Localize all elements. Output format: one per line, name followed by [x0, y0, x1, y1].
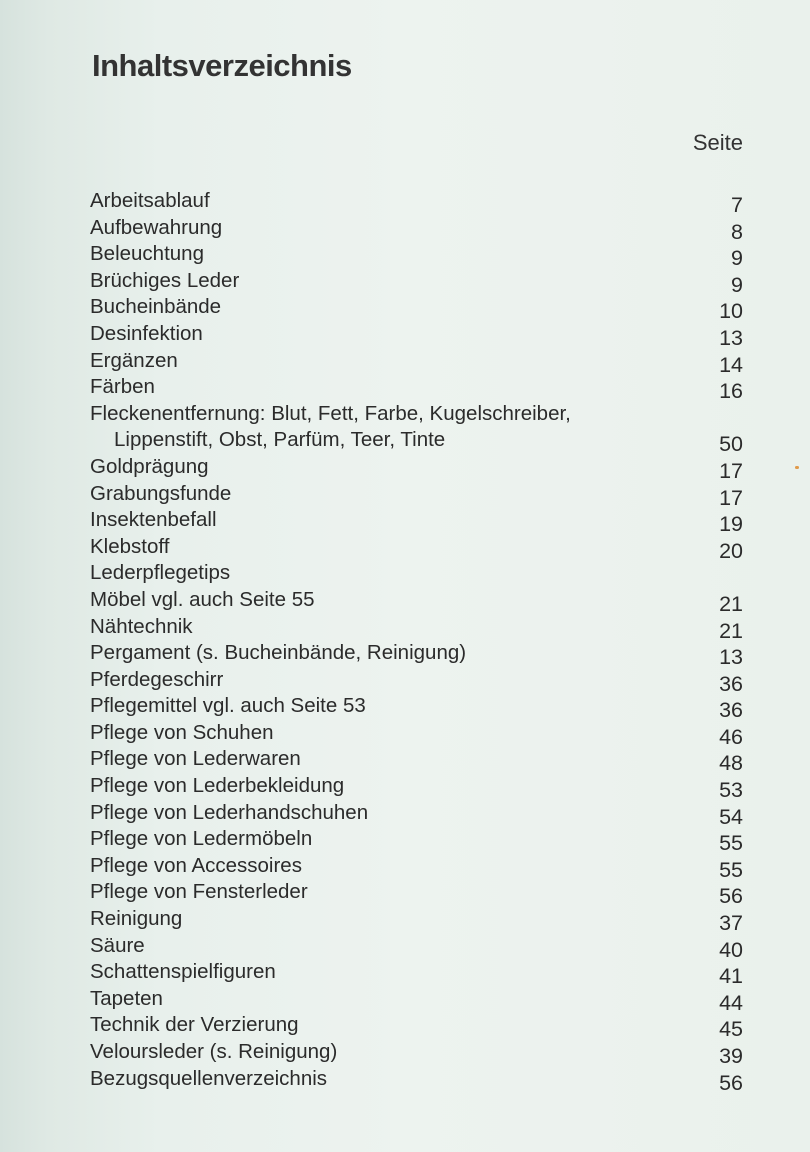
toc-page-number: 9	[731, 272, 743, 297]
toc-page-number: 16	[719, 379, 743, 404]
toc-entry-title: Ergänzen	[90, 348, 178, 372]
toc-entry-title: Pflege von Lederhandschuhen	[90, 800, 369, 824]
toc-page-number: 7	[731, 193, 743, 217]
toc-page-number: 46	[719, 724, 743, 749]
toc-page-number: 39	[719, 1044, 743, 1068]
toc-entry-title: Bezugsquellenverzeichnis	[90, 1066, 328, 1090]
toc-entry	[90, 560, 743, 587]
toc-entry-label	[90, 640, 743, 667]
toc-page-number: 45	[719, 1017, 743, 1042]
toc-page-number: 21	[719, 618, 743, 643]
toc-entry-title: Pferdegeschirr	[90, 667, 224, 691]
toc-entry-label	[90, 720, 743, 747]
toc-entry-title: Nähtechnik	[90, 614, 193, 638]
toc-entry-label	[90, 268, 743, 295]
toc-entry	[90, 401, 743, 457]
toc-entry-label	[90, 241, 743, 268]
toc-page-number: 41	[719, 964, 743, 989]
toc-entry	[90, 215, 743, 242]
toc-entry-label	[90, 215, 743, 242]
toc-entry	[90, 906, 743, 936]
toc-page-number: 13	[719, 645, 743, 670]
toc-entry	[90, 321, 743, 348]
toc-entry-title: Pflege von Fensterleder	[90, 880, 308, 904]
toc-entry-label	[90, 348, 743, 375]
toc-entry-label	[90, 1012, 743, 1039]
toc-entry-title: Beleuchtung	[90, 242, 204, 266]
toc-entry-label	[90, 401, 743, 454]
toc-entry-title: Goldprägung	[90, 454, 209, 478]
toc-page-number: 37	[719, 911, 743, 936]
toc-entry-label	[90, 826, 743, 853]
toc-entry-label	[90, 693, 743, 720]
toc-entry	[90, 587, 743, 614]
toc-entry-title: Pflege von Schuhen	[90, 720, 274, 744]
toc-entry	[90, 720, 743, 747]
toc-entry-title: Schattenspielfiguren	[90, 960, 276, 984]
toc-entry-label	[90, 507, 743, 534]
toc-entry	[90, 481, 743, 508]
toc-entry	[90, 241, 743, 271]
toc-entry-label	[90, 746, 743, 773]
toc-entry-label	[90, 906, 743, 933]
toc-page-number: 54	[719, 804, 743, 829]
toc-entry-title: Pflege von Lederbekleidung	[90, 774, 345, 798]
toc-entry	[90, 454, 743, 481]
toc-entry	[90, 507, 743, 537]
toc-page-number: 8	[731, 219, 743, 244]
toc-entry-title: Pflege von Ledermöbeln	[90, 827, 313, 851]
toc-entry	[90, 1012, 743, 1042]
toc-entry-title: Arbeitsablauf	[90, 189, 210, 212]
toc-entry-label	[90, 1066, 743, 1093]
toc-entry-title: Färben	[90, 375, 155, 399]
toc-entry-continuation: Lippenstift, Obst, Parfüm, Teer, Tinte	[114, 428, 446, 452]
toc-page-number: 55	[719, 857, 743, 882]
paper-stain	[795, 466, 799, 469]
toc-entry	[90, 959, 743, 989]
toc-entry-title: Veloursleder (s. Reinigung)	[90, 1040, 338, 1063]
toc-entry-title: Pflege von Accessoires	[90, 853, 302, 877]
toc-entry	[90, 667, 743, 694]
toc-page-number: 9	[731, 246, 743, 271]
toc-entry-label	[90, 614, 743, 641]
toc-page-number: 48	[719, 751, 743, 776]
toc-entry-title: Pflege von Lederwaren	[90, 747, 301, 771]
toc-entry	[90, 268, 743, 295]
toc-entry-title: Technik der Verzierung	[90, 1013, 299, 1037]
toc-entry	[90, 933, 743, 960]
toc-entry-title: Aufbewahrung	[90, 215, 223, 239]
toc-page-number: 53	[719, 778, 743, 803]
toc-entry	[90, 640, 743, 670]
toc-page-number: 17	[719, 458, 743, 483]
toc-entry-label	[90, 800, 743, 827]
toc-entry-label	[90, 560, 743, 587]
toc-page-number: 19	[719, 512, 743, 537]
toc-entry-title: Desinfektion	[90, 321, 203, 345]
toc-entry-label	[90, 534, 743, 561]
toc-entry-title: Tapeten	[90, 986, 163, 1010]
toc-entry-title: Lederpflegetips	[90, 561, 231, 585]
toc-entry	[90, 773, 743, 803]
toc-page-number: 13	[719, 325, 743, 350]
toc-entry-title: Reinigung	[90, 907, 183, 931]
toc-entry-label	[90, 959, 743, 986]
toc-entry-label	[90, 986, 743, 1013]
toc-entry	[90, 1066, 743, 1093]
toc-entry-title: Klebstoff	[90, 534, 170, 558]
toc-entry-title: Pflegemittel vgl. auch Seite 53	[90, 694, 366, 718]
toc-page-number: 56	[719, 1070, 743, 1095]
toc-entry-label	[90, 587, 743, 614]
toc-entry-label	[90, 879, 743, 906]
toc-entry	[90, 294, 743, 324]
toc-page-number: 36	[719, 671, 743, 696]
toc-entry	[90, 826, 743, 856]
toc-entry-label	[90, 933, 743, 960]
toc-entry-label	[90, 294, 743, 321]
toc-entry	[90, 800, 743, 827]
toc-entry-title: Pergament (s. Bucheinbände, Reinigung)	[90, 641, 467, 665]
toc-page-number: 21	[719, 591, 743, 616]
toc-page-number: 20	[719, 538, 743, 563]
toc-entry	[90, 374, 743, 404]
page-title: Inhaltsverzeichnis	[92, 48, 352, 83]
toc-page-number: 44	[719, 990, 743, 1015]
toc-page-number: 56	[719, 884, 743, 909]
toc-entry-title: Insektenbefall	[90, 508, 217, 532]
toc-entry-title: Möbel vgl. auch Seite 55	[90, 587, 315, 611]
toc-entry-title: Bucheinbände	[90, 295, 222, 319]
toc-entry-label	[90, 853, 743, 880]
toc-entry-label	[90, 374, 743, 401]
toc-entry-label	[90, 773, 743, 800]
toc-entry-label	[90, 188, 743, 215]
toc-entry	[90, 614, 743, 641]
toc-entry-label	[90, 454, 743, 481]
toc-page-number: 50	[719, 432, 743, 457]
toc-page-number: 55	[719, 831, 743, 856]
toc-entry	[90, 693, 743, 723]
toc-entry-label	[90, 667, 743, 694]
toc-entry-label	[90, 1039, 743, 1066]
toc-page-number: 17	[719, 485, 743, 510]
table-of-contents	[90, 188, 743, 1095]
toc-entry-title: Brüchiges Leder	[90, 268, 240, 292]
toc-entry-title: Fleckenentfernung: Blut, Fett, Farbe, Kugelschreiber,	[90, 401, 571, 425]
toc-entry-title: Grabungsfunde	[90, 481, 232, 505]
toc-entry	[90, 746, 743, 776]
toc-entry	[90, 879, 743, 909]
toc-page-number: 40	[719, 937, 743, 962]
toc-entry	[90, 1039, 743, 1066]
toc-entry	[90, 853, 743, 880]
toc-page-number: 14	[719, 352, 743, 377]
toc-entry	[90, 348, 743, 375]
toc-entry-label	[90, 481, 743, 508]
toc-entry	[90, 986, 743, 1013]
toc-entry	[90, 188, 743, 215]
toc-entry-title: Säure	[90, 933, 145, 957]
toc-page-number: 10	[719, 299, 743, 324]
toc-entry-label	[90, 321, 743, 348]
toc-entry	[90, 534, 743, 561]
page-column-header: Seite	[692, 130, 743, 155]
toc-page-number: 36	[719, 698, 743, 723]
